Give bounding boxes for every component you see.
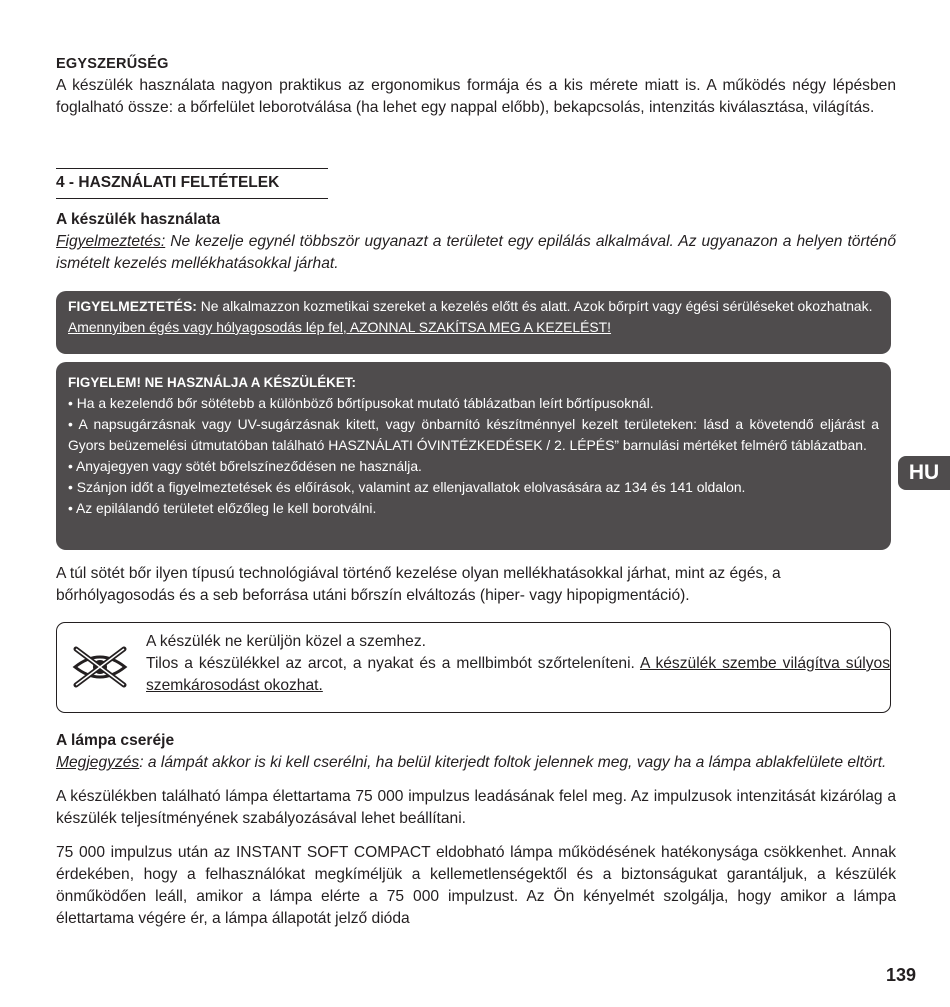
simplicity-heading: EGYSZERŰSÉG [56,56,169,72]
caution-box-title: FIGYELEM! NE HASZNÁLJA A KÉSZÜLÉKET: [68,375,356,390]
device-use-section [56,209,896,275]
caution-item: • Ha a kezelendő bőr sötétebb a különböző bőrtípusokat mutató táblázatban leírt bőrtípusoknál. [68,395,654,411]
caution-item: • A napsugárzásnak vagy UV-sugárzásnak kitett, vagy önbarnító készítménnyel kezelt területeken: lásd a követendő eljárást a Gyors beüzemelési útmutatóban található HASZNÁLATI ÓVINTÉZKEDÉSEK / 2. LÉPÉS” barnulási mértéket felmérő táblázatban. [68,416,879,453]
caution-box [56,362,891,550]
caution-item: • Anyajegyen vagy sötét bőrelszíneződésen ne használja. [68,458,422,474]
eye-notice-text [146,631,890,697]
section-heading: 4 - HASZNÁLATI FELTÉTELEK [56,168,328,199]
lamp-heading: A lámpa cseréje [56,732,175,749]
device-use-warning [56,231,896,275]
simplicity-section [56,53,896,119]
device-use-heading: A készülék használata [56,211,221,228]
crossed-eye-icon [70,643,130,691]
lamp-note-text: : a lámpát akkor is ki kell cserélni, ha belül kiterjedt foltok jelennek meg, vagy ha a lámpa ablakfelülete eltört. [139,754,887,771]
lamp-note [56,752,896,774]
eye-notice-line1: A készülék ne kerüljön közel a szemhez. [146,633,426,650]
lamp-paragraph-2: 75 000 impulzus után az INSTANT SOFT COMPACT eldobható lámpa működésének hatékonysága csökkenhet. Annak érdekében, hogy a felhasználókat megkíméljük a kellemetlenségektől és a biztonságukat garantáljuk, a készülék önműködően leáll, amikor a lámpa elérte a 75 000 impulzust. Az Ön kényelmét szolgálja, hogy amikor a lámpa élettartama végére ér, a lámpa állapotát jelző dióda [56,844,896,927]
page-number: 139 [885,965,916,985]
warning-box [56,291,891,354]
eye-notice-line2-underlined: A készülék szembe világítva súlyos szemkárosodást okozhat. [146,655,891,694]
lamp-paragraph-1: A készülékben található lámpa élettartama 75 000 impulzus leadásának felel meg. Az impulzusok intenzitását kizárólag a készülék teljesítményének szabályozásával lehet beállítani. [56,788,896,827]
eye-notice-box [56,622,891,713]
dark-skin-paragraph: A túl sötét bőr ilyen típusú technológiával történő kezelése olyan mellékhatásokkal járhat, mint az égés, a bőrhólyagosodás és a seb beforrása utáni bőrszín elváltozás (hiper- vagy hipopigmentáció). [56,565,781,604]
warning-box-underlined: Amennyiben égés vagy hólyagosodás lép fel, AZONNAL SZAKÍTSA MEG A KEZELÉST! [68,319,612,335]
warning-text: Ne kezelje egynél többször ugyanazt a területet egy epilálás alkalmával. Az ugyanazon a helyen történő ismételt kezelés mellékhatásokkal járhat. [56,233,896,272]
warning-label: Figyelmeztetés: [56,233,166,250]
eye-notice-line2 [146,653,890,697]
caution-item: • Szánjon időt a figyelmeztetések és előírások, valamint az ellenjavallatok elolvasására az 134 és 141 oldalon. [68,479,746,495]
lamp-section [56,730,896,930]
caution-item: • Az epilálandó területet előzőleg le kell borotválni. [68,500,377,516]
lamp-note-label: Megjegyzés [56,754,140,771]
simplicity-text: A készülék használata nagyon praktikus az ergonomikus formája és a kis mérete miatt is. A működés négy lépésben foglalható össze: a bőrfelület leborotválása (ha lehet egy nappal előbb), bekapcsolás, intenzitás kiválasztása, világítás. [56,77,896,116]
warning-box-text: Ne alkalmazzon kozmetikai szereket a kezelés előtt és alatt. Azok bőrpírt vagy égési sérüléseket okozhatnak. [196,298,873,314]
warning-box-label: FIGYELMEZTETÉS: [68,298,197,314]
eye-notice-line2-text: Tilos a készülékkel az arcot, a nyakat és a mellbimbót szőrteleníteni. [146,655,640,672]
language-tab: HU [898,456,950,490]
